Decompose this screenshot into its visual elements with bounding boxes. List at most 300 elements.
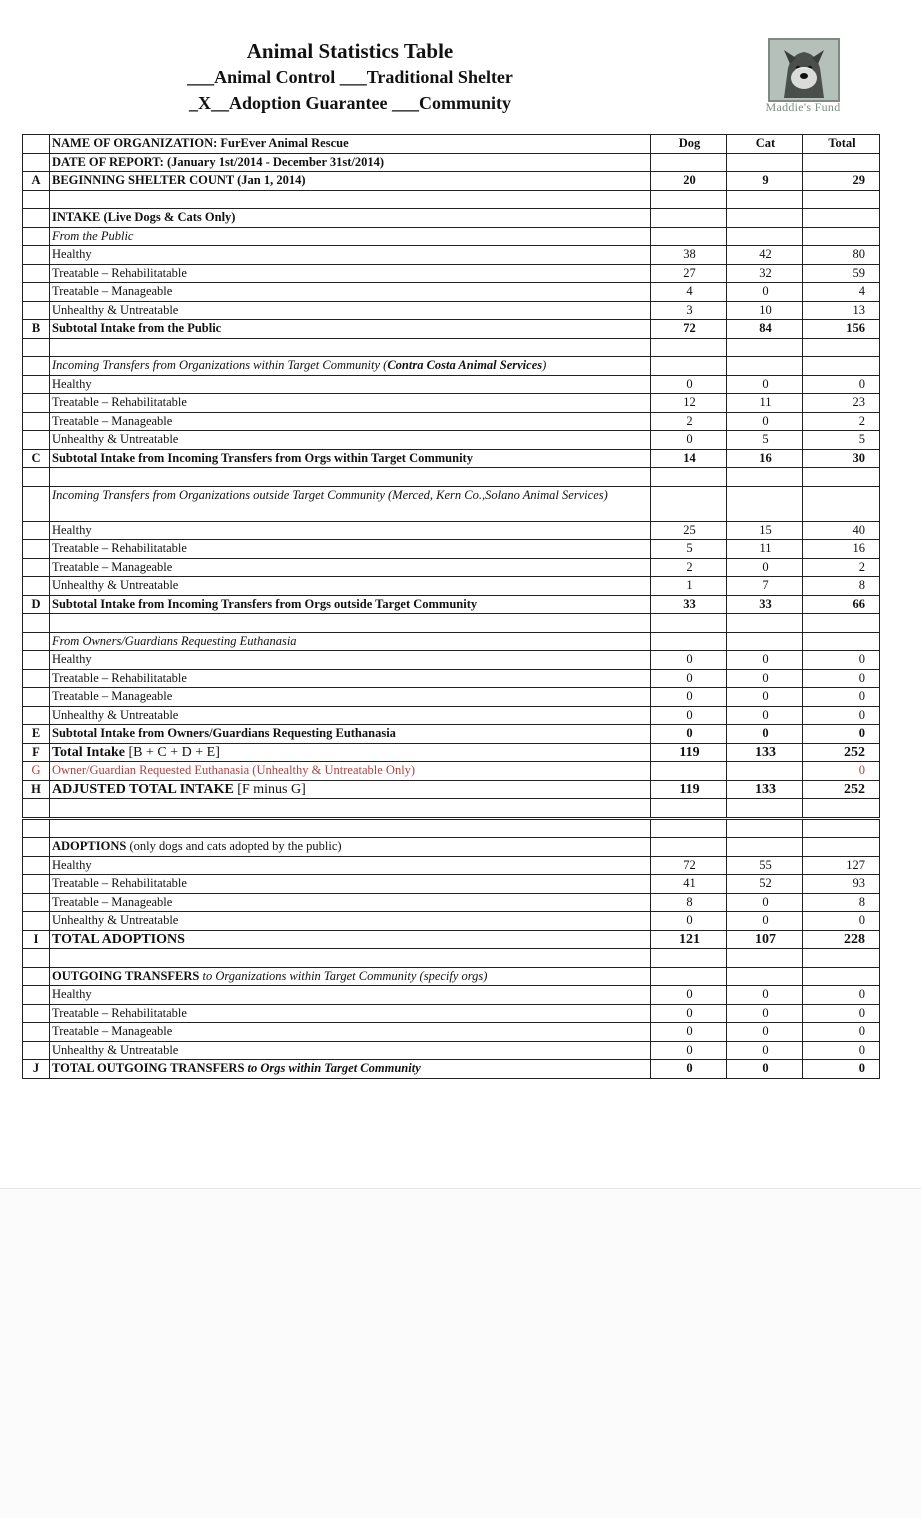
table-row <box>23 431 880 450</box>
cell-dog <box>651 190 727 209</box>
row-label: ADOPTIONS <box>52 839 127 854</box>
row-label-cell <box>50 986 651 1005</box>
cell-cat <box>727 338 803 357</box>
cell-cat <box>727 486 803 521</box>
cell-total: 0 <box>803 669 880 688</box>
row-label-cell <box>50 449 651 468</box>
dog-portrait-icon <box>768 38 840 102</box>
row-label-cell <box>50 930 651 949</box>
table-row <box>23 818 880 838</box>
page-fold <box>0 1188 921 1518</box>
row-letter: A <box>23 172 50 191</box>
row-label: Treatable – Manageable <box>52 1024 173 1039</box>
cell-dog <box>651 209 727 228</box>
cell-dog: 0 <box>651 431 727 450</box>
row-letter <box>23 614 50 633</box>
table-row <box>23 283 880 302</box>
cell-cat <box>727 838 803 857</box>
cell-total <box>803 227 880 246</box>
row-label-cell <box>50 375 651 394</box>
cell-dog: 38 <box>651 246 727 265</box>
cell-dog: 25 <box>651 521 727 540</box>
cell-cat: 0 <box>727 558 803 577</box>
cell-cat <box>727 614 803 633</box>
row-label-cell <box>50 283 651 302</box>
row-label: DATE OF REPORT: (January 1st/2014 - December 31st/2014) <box>52 154 385 169</box>
cell-dog: 72 <box>651 320 727 339</box>
row-label-cell <box>50 153 651 172</box>
cell-dog: 0 <box>651 1041 727 1060</box>
row-label: Treatable – Rehabilitatable <box>52 395 187 410</box>
cell-dog: 0 <box>651 1023 727 1042</box>
table-row <box>23 949 880 968</box>
row-label: Unhealthy & Untreatable <box>52 578 179 593</box>
cell-dog <box>651 153 727 172</box>
cell-dog: 20 <box>651 172 727 191</box>
cell-dog: 14 <box>651 449 727 468</box>
cell-cat: 0 <box>727 706 803 725</box>
row-letter <box>23 521 50 540</box>
row-letter <box>23 375 50 394</box>
row-label-cell <box>50 357 651 376</box>
row-letter <box>23 264 50 283</box>
row-letter <box>23 986 50 1005</box>
table-row <box>23 1023 880 1042</box>
cell-total: 0 <box>803 375 880 394</box>
cell-dog <box>651 799 727 819</box>
table-row <box>23 468 880 487</box>
row-label-extra: (only dogs and cats adopted by the public) <box>129 839 342 854</box>
cell-total: 8 <box>803 893 880 912</box>
row-letter: J <box>23 1060 50 1079</box>
cell-cat: 0 <box>727 1004 803 1023</box>
cell-total: 252 <box>803 743 880 762</box>
row-letter <box>23 558 50 577</box>
cell-total <box>803 632 880 651</box>
row-label-cell <box>50 190 651 209</box>
cell-cat: 16 <box>727 449 803 468</box>
table-row <box>23 930 880 949</box>
cell-dog: 119 <box>651 780 727 799</box>
cell-total: 5 <box>803 431 880 450</box>
cell-cat: 33 <box>727 595 803 614</box>
row-letter <box>23 227 50 246</box>
row-letter <box>23 912 50 931</box>
cell-dog: 0 <box>651 375 727 394</box>
row-letter <box>23 967 50 986</box>
row-label: ADJUSTED TOTAL INTAKE <box>52 781 234 797</box>
table-row <box>23 301 880 320</box>
table-row <box>23 521 880 540</box>
cell-total: 66 <box>803 595 880 614</box>
cell-total: 40 <box>803 521 880 540</box>
row-label: Treatable – Rehabilitatable <box>52 670 187 685</box>
row-label-cell <box>50 967 651 986</box>
cell-total: 80 <box>803 246 880 265</box>
cell-total: 127 <box>803 856 880 875</box>
row-label-end: ) <box>542 358 547 373</box>
table-row <box>23 743 880 762</box>
row-letter <box>23 431 50 450</box>
row-label-cell <box>50 577 651 596</box>
table-row <box>23 799 880 819</box>
cell-cat: 11 <box>727 394 803 413</box>
row-letter <box>23 135 50 154</box>
title-block <box>150 38 550 116</box>
row-letter <box>23 577 50 596</box>
row-letter: H <box>23 780 50 799</box>
row-letter <box>23 283 50 302</box>
cell-dog: 0 <box>651 706 727 725</box>
row-label-cell <box>50 558 651 577</box>
table-row <box>23 246 880 265</box>
row-label: Treatable – Rehabilitatable <box>52 876 187 891</box>
row-label-cell <box>50 486 651 521</box>
cell-dog: 33 <box>651 595 727 614</box>
cell-total <box>803 967 880 986</box>
row-letter: G <box>23 762 50 781</box>
cell-cat <box>727 762 803 781</box>
row-letter: B <box>23 320 50 339</box>
row-label-cell <box>50 521 651 540</box>
row-letter <box>23 651 50 670</box>
table-row <box>23 190 880 209</box>
cell-dog <box>651 357 727 376</box>
cell-dog: 0 <box>651 725 727 744</box>
table-row <box>23 780 880 799</box>
row-label-cell <box>50 949 651 968</box>
cell-total: 30 <box>803 449 880 468</box>
cell-cat <box>727 967 803 986</box>
cell-cat: 0 <box>727 1023 803 1042</box>
table-row <box>23 651 880 670</box>
cell-cat <box>727 357 803 376</box>
row-letter <box>23 338 50 357</box>
table-row <box>23 669 880 688</box>
row-label-bold: Contra Costa Animal Services <box>387 358 543 373</box>
row-label: Treatable – Manageable <box>52 284 173 299</box>
row-label: Unhealthy & Untreatable <box>52 1042 179 1057</box>
cell-cat <box>727 818 803 838</box>
row-label-cell <box>50 540 651 559</box>
row-label: Subtotal Intake from Incoming Transfers from Orgs outside Target Community <box>52 596 478 611</box>
row-letter <box>23 875 50 894</box>
row-letter <box>23 1041 50 1060</box>
cell-dog <box>651 338 727 357</box>
cell-total: 156 <box>803 320 880 339</box>
row-label-cell <box>50 246 651 265</box>
row-label-cell <box>50 614 651 633</box>
cell-dog: 0 <box>651 688 727 707</box>
cell-cat: 133 <box>727 743 803 762</box>
row-label-cell <box>50 632 651 651</box>
row-label-cell <box>50 394 651 413</box>
cell-cat <box>727 190 803 209</box>
cell-cat: 0 <box>727 912 803 931</box>
cell-total: 8 <box>803 577 880 596</box>
cell-total: 0 <box>803 1060 880 1079</box>
row-letter <box>23 799 50 819</box>
cell-total <box>803 614 880 633</box>
table-row <box>23 967 880 986</box>
row-letter <box>23 838 50 857</box>
table-row <box>23 912 880 931</box>
row-label: Healthy <box>52 987 92 1002</box>
row-letter <box>23 486 50 521</box>
cell-total: 0 <box>803 725 880 744</box>
row-letter <box>23 632 50 651</box>
row-letter <box>23 468 50 487</box>
cell-dog: 1 <box>651 577 727 596</box>
table-row <box>23 375 880 394</box>
row-letter <box>23 153 50 172</box>
cell-total <box>803 486 880 521</box>
row-label-cell <box>50 688 651 707</box>
table-row <box>23 893 880 912</box>
cell-total: 2 <box>803 412 880 431</box>
table-row <box>23 614 880 633</box>
row-label-cell <box>50 172 651 191</box>
cell-dog <box>651 227 727 246</box>
row-label-cell <box>50 412 651 431</box>
row-label: NAME OF ORGANIZATION: FurEver Animal Rescue <box>50 135 651 154</box>
row-label: OUTGOING TRANSFERS <box>52 968 200 983</box>
cell-cat: 0 <box>727 893 803 912</box>
row-label: Treatable – Manageable <box>52 559 173 574</box>
cell-cat: 5 <box>727 431 803 450</box>
cell-total: 252 <box>803 780 880 799</box>
table-row <box>23 394 880 413</box>
row-letter <box>23 190 50 209</box>
cell-dog: 119 <box>651 743 727 762</box>
row-label-cell <box>50 799 651 819</box>
table-row <box>23 338 880 357</box>
cell-cat: 0 <box>727 283 803 302</box>
row-label: Healthy <box>52 522 92 537</box>
cell-dog <box>651 838 727 857</box>
table-header-row <box>23 135 880 154</box>
table-row <box>23 838 880 857</box>
row-label-cell <box>50 264 651 283</box>
table-row <box>23 1004 880 1023</box>
cell-cat: 0 <box>727 1041 803 1060</box>
row-label: Subtotal Intake from Owners/Guardians Requesting Euthanasia <box>52 726 396 741</box>
row-label-cell <box>50 209 651 228</box>
cell-total <box>803 818 880 838</box>
table-row <box>23 449 880 468</box>
cell-total: 0 <box>803 1041 880 1060</box>
cell-cat: 7 <box>727 577 803 596</box>
cell-cat: 15 <box>727 521 803 540</box>
row-label: Healthy <box>52 247 92 262</box>
cell-total: 59 <box>803 264 880 283</box>
cell-cat <box>727 209 803 228</box>
cell-total: 16 <box>803 540 880 559</box>
cell-dog: 0 <box>651 1060 727 1079</box>
cell-dog <box>651 614 727 633</box>
row-letter <box>23 818 50 838</box>
row-label-cell <box>50 1023 651 1042</box>
cell-dog: 72 <box>651 856 727 875</box>
row-label: Treatable – Rehabilitatable <box>52 265 187 280</box>
table-row <box>23 875 880 894</box>
row-letter <box>23 669 50 688</box>
row-letter: F <box>23 743 50 762</box>
row-label-cell <box>50 1041 651 1060</box>
row-label-cell <box>50 1004 651 1023</box>
row-label: Treatable – Manageable <box>52 413 173 428</box>
cell-total <box>803 153 880 172</box>
row-label-cell <box>50 431 651 450</box>
type-line-1: ___Animal Control ___Traditional Shelter <box>187 67 513 87</box>
row-letter <box>23 688 50 707</box>
cell-cat: 107 <box>727 930 803 949</box>
cell-dog <box>651 632 727 651</box>
row-label: Incoming Transfers from Organizations outside Target Community (Merced, Kern Co.,Solano Animal Services) <box>52 487 608 502</box>
row-label: BEGINNING SHELTER COUNT (Jan 1, 2014) <box>52 173 306 188</box>
cell-dog: 0 <box>651 1004 727 1023</box>
cell-total: 4 <box>803 283 880 302</box>
cell-total: 0 <box>803 706 880 725</box>
row-letter <box>23 1004 50 1023</box>
row-label-extra: to Orgs within Target Community <box>247 1061 421 1076</box>
type-line-2: _X__Adoption Guarantee ___Community <box>188 93 511 113</box>
table-row <box>23 264 880 283</box>
cell-dog: 4 <box>651 283 727 302</box>
cell-total <box>803 468 880 487</box>
table-row <box>23 320 880 339</box>
row-label: From Owners/Guardians Requesting Euthanasia <box>52 633 297 648</box>
row-label-extra: to Organizations within Target Community (specify orgs) <box>202 968 488 983</box>
cell-total: 0 <box>803 1004 880 1023</box>
logo-text: Maddie's Fund <box>765 100 841 114</box>
cell-dog: 12 <box>651 394 727 413</box>
row-letter: D <box>23 595 50 614</box>
table-row <box>23 577 880 596</box>
cell-cat: 0 <box>727 412 803 431</box>
row-letter <box>23 1023 50 1042</box>
cell-dog: 121 <box>651 930 727 949</box>
table-row <box>23 632 880 651</box>
cell-total: 0 <box>803 762 880 781</box>
row-label-cell <box>50 227 651 246</box>
cell-total: 228 <box>803 930 880 949</box>
row-letter <box>23 412 50 431</box>
col-header-dog: Dog <box>651 135 727 154</box>
cell-dog: 3 <box>651 301 727 320</box>
row-label-cell <box>50 743 651 762</box>
cell-cat: 52 <box>727 875 803 894</box>
cell-total: 0 <box>803 651 880 670</box>
cell-dog <box>651 818 727 838</box>
cell-dog <box>651 468 727 487</box>
cell-cat <box>727 799 803 819</box>
row-letter: C <box>23 449 50 468</box>
row-label: Subtotal Intake from Incoming Transfers from Orgs within Target Community <box>52 450 473 465</box>
cell-dog <box>651 949 727 968</box>
cell-cat: 0 <box>727 725 803 744</box>
cell-dog <box>651 967 727 986</box>
row-letter <box>23 706 50 725</box>
row-label-cell <box>50 651 651 670</box>
table-row <box>23 1060 880 1079</box>
row-label-cell <box>50 856 651 875</box>
row-label-cell <box>50 912 651 931</box>
row-letter <box>23 394 50 413</box>
cell-dog: 27 <box>651 264 727 283</box>
cell-cat: 133 <box>727 780 803 799</box>
table-row <box>23 558 880 577</box>
table-row <box>23 595 880 614</box>
row-letter: I <box>23 930 50 949</box>
row-letter <box>23 357 50 376</box>
cell-total: 0 <box>803 688 880 707</box>
table-row <box>23 688 880 707</box>
row-label: Treatable – Manageable <box>52 689 173 704</box>
row-letter <box>23 209 50 228</box>
row-label: Treatable – Rehabilitatable <box>52 1005 187 1020</box>
row-letter <box>23 246 50 265</box>
cell-cat <box>727 468 803 487</box>
cell-dog: 2 <box>651 558 727 577</box>
row-label-extra: [B + C + D + E] <box>128 744 220 760</box>
cell-total <box>803 357 880 376</box>
cell-cat: 0 <box>727 688 803 707</box>
animal-statistics-table <box>22 134 880 1079</box>
cell-cat: 0 <box>727 1060 803 1079</box>
cell-total: 23 <box>803 394 880 413</box>
cell-total <box>803 338 880 357</box>
table-row <box>23 1041 880 1060</box>
cell-cat: 32 <box>727 264 803 283</box>
row-label: From the Public <box>52 228 134 243</box>
cell-cat: 10 <box>727 301 803 320</box>
cell-dog <box>651 762 727 781</box>
row-label-cell <box>50 669 651 688</box>
row-label-cell <box>50 875 651 894</box>
cell-cat <box>727 632 803 651</box>
cell-total: 29 <box>803 172 880 191</box>
row-label-cell <box>50 780 651 799</box>
row-letter <box>23 301 50 320</box>
cell-dog: 2 <box>651 412 727 431</box>
cell-dog: 0 <box>651 651 727 670</box>
row-label-cell <box>50 338 651 357</box>
row-label-cell <box>50 706 651 725</box>
row-letter <box>23 856 50 875</box>
col-header-total: Total <box>803 135 880 154</box>
row-label-extra: [F minus G] <box>237 781 306 797</box>
cell-dog: 0 <box>651 986 727 1005</box>
row-label: Total Intake <box>52 744 126 760</box>
table-row <box>23 762 880 781</box>
cell-total <box>803 949 880 968</box>
row-label-cell <box>50 595 651 614</box>
cell-cat: 0 <box>727 651 803 670</box>
table-row <box>23 172 880 191</box>
row-label: Incoming Transfers from Organizations within Target Community ( <box>52 358 388 373</box>
row-label: Treatable – Rehabilitatable <box>52 541 187 556</box>
cell-cat: 0 <box>727 375 803 394</box>
cell-cat: 9 <box>727 172 803 191</box>
row-label: Unhealthy & Untreatable <box>52 707 179 722</box>
cell-total: 93 <box>803 875 880 894</box>
table-row <box>23 486 880 521</box>
cell-dog: 8 <box>651 893 727 912</box>
row-label: Healthy <box>52 857 92 872</box>
table-row <box>23 540 880 559</box>
row-label: Unhealthy & Untreatable <box>52 302 179 317</box>
